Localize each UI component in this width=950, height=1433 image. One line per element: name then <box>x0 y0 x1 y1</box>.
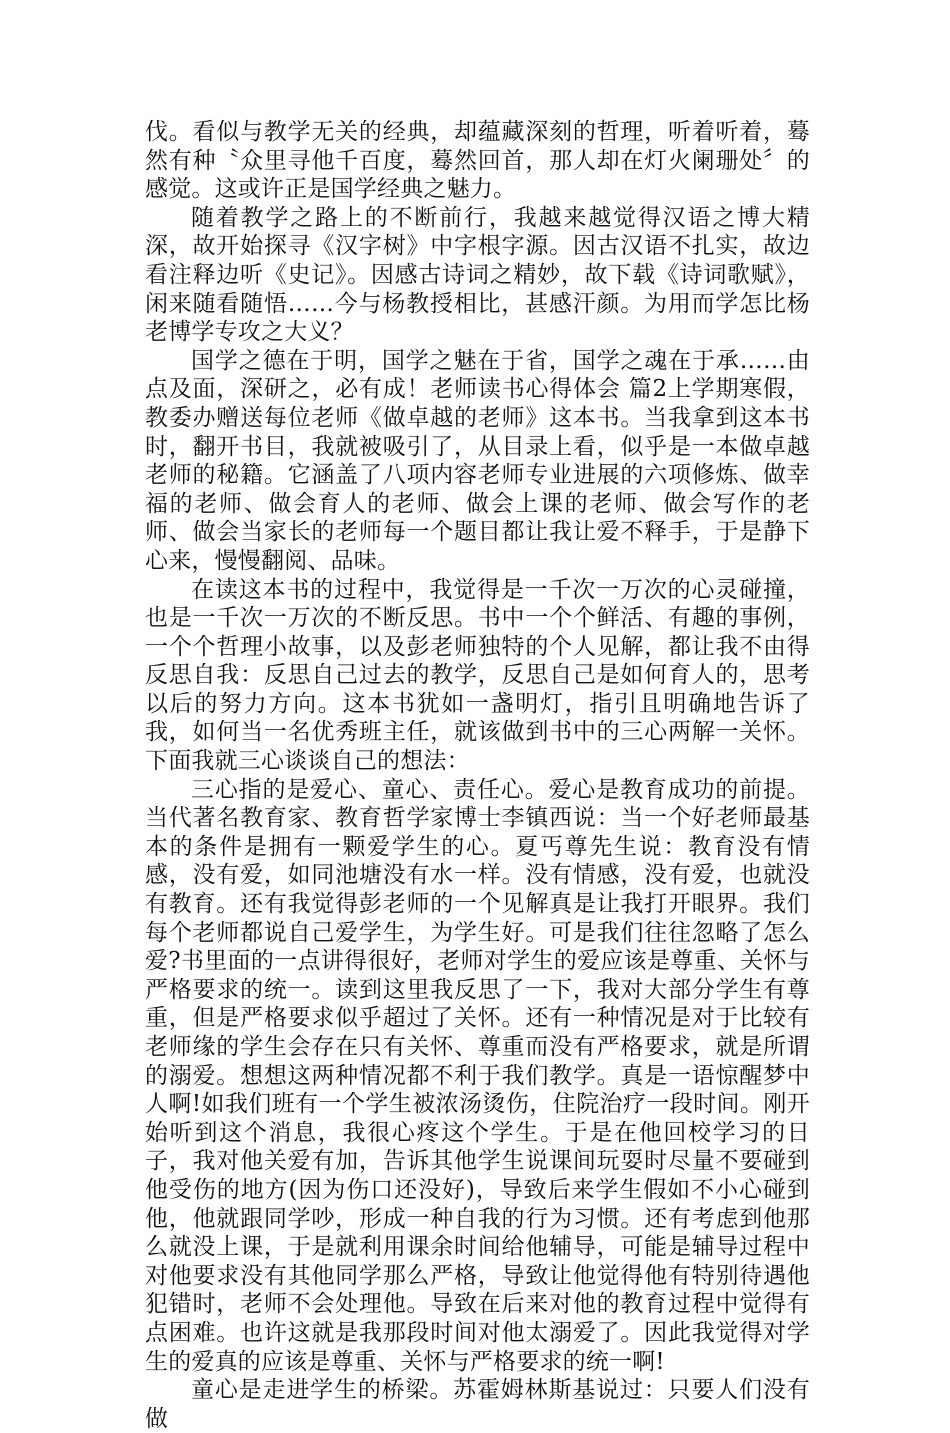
paragraph-4: 在读这本书的过程中，我觉得是一千次一万次的心灵碰撞，也是一千次一万次的不断反思。书中一个个鲜活、有趣的事例，一个个哲理小故事，以及彭老师独特的个人见解，都让我不由得反思自我：反思自己过去的教学，反思自己是如何育人的，思考以后的努力方向。这本书犹如一盏明灯，指引且明确地告诉了我，如何当一名优秀班主任，就该做到书中的三心两解一关怀。下面我就三心谈谈自己的想法： <box>145 576 810 775</box>
paragraph-6: 童心是走进学生的桥梁。苏霍姆林斯基说过：只要人们没有做 <box>145 1377 810 1432</box>
paragraph-2: 随着教学之路上的不断前行，我越来越觉得汉语之博大精深，故开始探寻《汉字树》中字根字源。因古汉语不扎实，故边看注释边听《史记》。因感古诗词之精妙，故下载《诗词歌赋》，闲来随看随悟……今与杨教授相比，甚感汗颜。为用而学怎比杨老博学专攻之大义？ <box>145 204 810 346</box>
paragraph-5: 三心指的是爱心、童心、责任心。爱心是教育成功的前提。当代著名教育家、教育哲学家博士李镇西说：当一个好老师最基本的条件是拥有一颗爱学生的心。夏丐尊先生说：教育没有情感，没有爱，如同池塘没有水一样。没有情感，没有爱，也就没有教育。还有我觉得彭老师的一个见解真是让我打开眼界。我们每个老师都说自己爱学生，为学生好。可是我们往往忽略了怎么爱?书里面的一点讲得很好，老师对学生的爱应该是尊重、关怀与严格要求的统一。读到这里我反思了一下，我对大部分学生有尊重，但是严格要求似乎超过了关怀。还有一种情况是对于比较有老师缘的学生会存在只有关怀、尊重而没有严格要求，就是所谓的溺爱。想想这两种情况都不利于我们教学。真是一语惊醒梦中人啊!如我们班有一个学生被浓汤烫伤，住院治疗一段时间。刚开始听到这个消息，我很心疼这个学生。于是在他回校学习的日子，我对他关爱有加，告诉其他学生说课间玩耍时尽量不要碰到他受伤的地方(因为伤口还没好)，导致后来学生假如不小心碰到他，他就跟同学吵，形成一种自我的行为习惯。还有考虑到他那么就没上课，于是就利用课余时间给他辅导，可能是辅导过程中对他要求没有其他同学那么严格，导致让他觉得他有特别待遇他犯错时，老师不会处理他。导致在后来对他的教育过程中觉得有点困难。也许这就是我那段时间对他太溺爱了。因此我觉得对学生的爱真的应该是尊重、关怀与严格要求的统一啊! <box>145 776 810 1375</box>
paragraph-3: 国学之德在于明，国学之魅在于省，国学之魂在于承……由点及面，深研之，必有成！老师读书心得体会 篇2上学期寒假，教委办赠送每位老师《做卓越的老师》这本书。当我拿到这本书时，翻开书目，我就被吸引了，从目录上看，似乎是一本做卓越老师的秘籍。它涵盖了八项内容老师专业进展的六项修炼、做幸福的老师、做会育人的老师、做会上课的老师、做会写作的老师、做会当家长的老师每一个题目都让我让爱不释手，于是静下心来，慢慢翻阅、品味。 <box>145 347 810 574</box>
document-body <box>145 118 810 1433</box>
paragraph-1: 伐。看似与教学无关的经典，却蕴藏深刻的哲理，听着听着，蓦然有种〝众里寻他千百度，蓦然回首，那人却在灯火阑珊处〞的感觉。这或许正是国学经典之魅力。 <box>145 119 810 203</box>
